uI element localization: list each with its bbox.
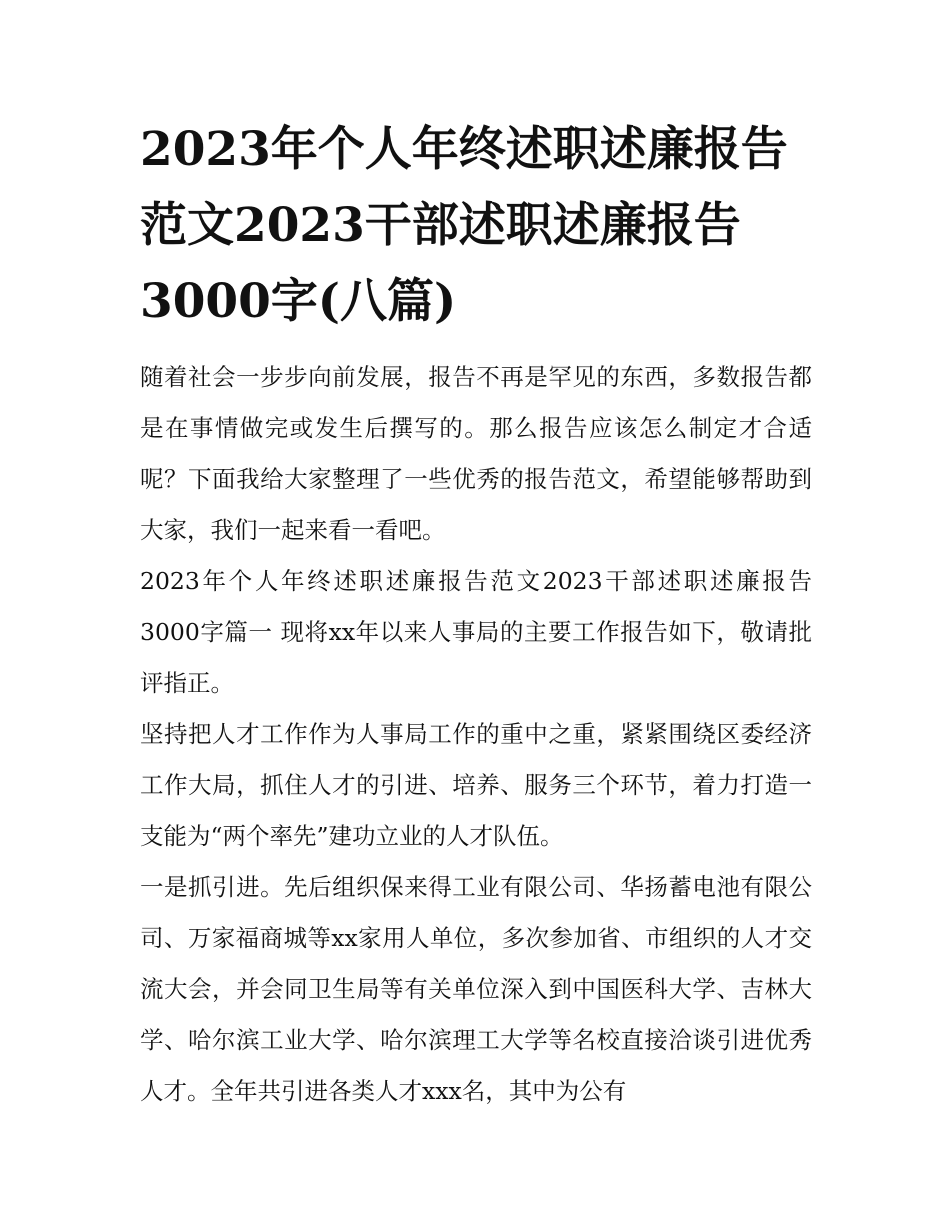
paragraph-talent-work: 坚持把人才工作作为人事局工作的重中之重，紧紧围绕区委经济工作大局，抓住人才的引进、培养、服务三个环节，着力打造一支能为“两个率先”建功立业的人才队伍。	[140, 720, 812, 850]
paragraph-recruitment: 一是抓引进。先后组织保来得工业有限公司、华扬蓄电池有限公司、万家福商城等xx家用人单位，多次参加省、市组织的人才交流大会，并会同卫生局等有关单位深入到中国医科大学、吉林大学、哈尔滨工业大学、哈尔滨理工大学等名校直接洽谈引进优秀人才。全年共引进各类人才xxx名，其中为公有	[140, 873, 812, 1105]
document-body	[140, 352, 812, 1117]
document-page	[140, 112, 812, 1117]
paragraph-intro: 随着社会一步步向前发展，报告不再是罕见的东西，多数报告都是在事情做完或发生后撰写的。那么报告应该怎么制定才合适呢？下面我给大家整理了一些优秀的报告范文，希望能够帮助到大家，我们一起来看一看吧。	[140, 363, 812, 544]
document-title: 2023年个人年终述职述廉报告范文2023干部述职述廉报告3000字(八篇)	[140, 122, 788, 329]
paragraph-report-opening: 2023年个人年终述职述廉报告范文2023干部述职述廉报告3000字篇一 现将xx年以来人事局的主要工作报告如下，敬请批评指正。	[140, 567, 812, 697]
